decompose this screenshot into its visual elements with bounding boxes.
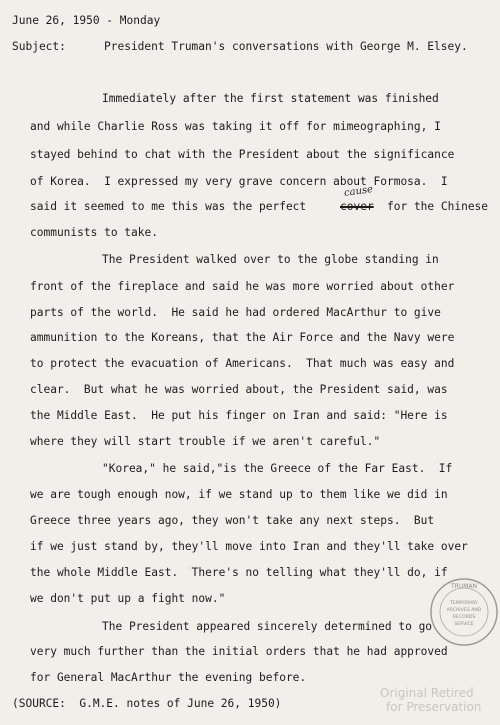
text-line: of Korea. I expressed my very grave concern about Formosa. I (30, 175, 448, 188)
text-line: "Korea," he said,"is the Greece of the Far East. If (102, 462, 453, 475)
text-line: said it seemed to me this was the perfect (30, 200, 307, 213)
stamp-line: RECORDS (452, 615, 476, 620)
date-line: June 26, 1950 - Monday (12, 14, 161, 27)
text-line: stayed behind to chat with the President about the significance (30, 148, 455, 161)
text-line: front of the fireplace and said he was more worried about other (30, 280, 455, 293)
subject-label: Subject: (12, 40, 66, 53)
text-line: for the Chinese (387, 200, 489, 213)
text-line: where they will start trouble if we aren't careful." (30, 435, 381, 448)
text-line: communists to take. (30, 226, 158, 239)
stamp-line: TEMPORARY (450, 601, 478, 606)
handwritten-correction: cause (343, 184, 374, 199)
text-line: very much further than the initial orders that he had approved (30, 645, 448, 658)
stamp-top-text: TRUMAN (451, 583, 477, 590)
watermark-line-1: Original Retired (380, 686, 474, 700)
text-line: The President appeared sincerely determined to go (102, 620, 433, 633)
text-line: The President walked over to the globe standing in (102, 253, 439, 266)
text-line: ammunition to the Koreans, that the Air Force and the Navy were (30, 331, 455, 344)
text-line: Greece three years ago, they won't take any next steps. But (30, 514, 435, 527)
text-line: parts of the world. He said he had ordered MacArthur to give (30, 306, 441, 319)
text-line: we don't put up a fight now." (30, 592, 226, 605)
text-line: clear. But what he was worried about, the President said, was (30, 383, 448, 396)
stamp-line: ARCHIVES AND (446, 608, 482, 613)
stamp-line: SERVICE (454, 622, 474, 627)
text-line: the whole Middle East. There's no telling what they'll do, if (30, 566, 448, 579)
struck-word: cover (340, 200, 374, 213)
text-line: to protect the evacuation of Americans. That much was easy and (30, 357, 455, 370)
source-note: (SOURCE: G.M.E. notes of June 26, 1950) (12, 697, 282, 710)
text-line: we are tough enough now, if we stand up to them like we did in (30, 488, 448, 501)
text-line: the Middle East. He put his finger on Iran and said: "Here is (30, 409, 448, 422)
library-stamp (424, 574, 500, 650)
text-line: and while Charlie Ross was taking it off for mimeographing, I (30, 120, 441, 133)
text-line: for General MacArthur the evening before. (30, 671, 307, 684)
subject-text: President Truman's conversations with George M. Elsey. (104, 40, 468, 53)
watermark-line-2: for Preservation (386, 700, 482, 714)
text-line: if we just stand by, they'll move into Iran and they'll take over (30, 540, 468, 553)
text-line: Immediately after the first statement was finished (102, 92, 439, 105)
preservation-watermark (380, 686, 490, 714)
